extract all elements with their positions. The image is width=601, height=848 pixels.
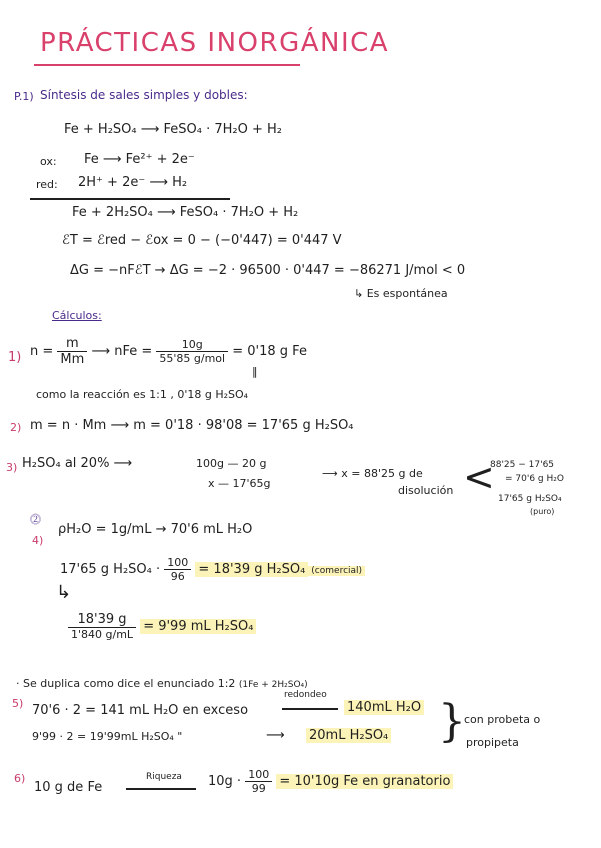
- step3-row1: 100g — 20 g: [196, 457, 267, 470]
- step5-brace: }: [438, 696, 466, 747]
- step4-result: = 18'39 g H₂SO₄: [195, 562, 308, 577]
- step4-commercial-calc: [60, 556, 365, 583]
- step1-nfe-result: = 0'18 g Fe: [232, 344, 307, 359]
- step3-side3: 17'65 g H₂SO₄: [498, 494, 562, 504]
- step4-vol-result: = 9'99 mL H₂SO₄: [140, 619, 256, 634]
- step4-fraction: [164, 556, 191, 583]
- step6-mid: 10g ·: [208, 774, 242, 789]
- step1-nfe-den: 55'85 g/mol: [159, 352, 226, 365]
- step1-ratio: como la reacción es 1:1 , 0'18 g H₂SO₄: [36, 388, 249, 401]
- step6-arrow-line: [126, 788, 196, 790]
- step2-number: 2): [10, 421, 22, 434]
- step5-row1-result: 140mL H₂O: [344, 700, 424, 715]
- gibbs-energy: ΔG = −nFℰT → ΔG = −2 · 96500 · 0'447 = −86271 J/mol < 0: [70, 263, 466, 278]
- step4-vol-fraction: [68, 612, 136, 641]
- step3-row2: x — 17'65g: [208, 477, 271, 490]
- step6-calc: [208, 768, 453, 795]
- step6-riqueza: Riqueza: [146, 772, 182, 782]
- step5-redondeo: redondeo: [284, 690, 327, 700]
- step6-lhs: 10 g de Fe: [34, 780, 103, 795]
- reaction-divider: [30, 198, 230, 200]
- red-label: red:: [36, 178, 58, 191]
- cell-potential: ℰT = ℰred − ℰox = 0 − (−0'447) = 0'447 V: [62, 233, 342, 248]
- step4-commercial-note: (comercial): [308, 566, 365, 576]
- step3-bracket: <: [463, 455, 495, 499]
- duplica-ratio-note: (1Fe + 2H₂SO₄): [238, 680, 308, 690]
- step1-equal-mark: ‖: [252, 365, 258, 378]
- step6-fraction: [245, 768, 272, 795]
- step4-vol-num: 18'39 g: [68, 612, 136, 628]
- step4-f-num: 100: [164, 556, 191, 570]
- step1-n-fraction: [57, 336, 87, 367]
- step5-arrow2: ⟶: [266, 728, 285, 743]
- step5-row1: 70'6 · 2 = 141 mL H₂O en exceso: [32, 703, 249, 718]
- page-title: PRÁCTICAS INORGÁNICA: [40, 28, 390, 58]
- curved-arrow-icon: ↳: [56, 582, 72, 603]
- step3-result: ⟶ x = 88'25 g de: [322, 467, 423, 480]
- title-underline: [34, 64, 300, 66]
- step4-number: 4): [32, 534, 44, 547]
- step3-lhs: H₂SO₄ al 20% ⟶: [22, 456, 133, 471]
- calculos-heading: Cálculos:: [52, 309, 102, 322]
- ox-half-reaction: Fe ⟶ Fe²⁺ + 2e⁻: [84, 152, 195, 167]
- step4-density: ρH₂O = 1g/mL → 70'6 mL H₂O: [58, 522, 253, 537]
- step4-f-den: 96: [170, 570, 185, 583]
- step6-f-den: 99: [251, 782, 266, 795]
- step6-f-num: 100: [245, 768, 272, 782]
- step2-mass: m = n · Mm ⟶ m = 0'18 · 98'08 = 17'65 g H₂SO₄: [30, 418, 354, 433]
- step1-n-num: m: [57, 336, 87, 352]
- step5-with: con probeta o: [464, 713, 541, 726]
- step4-marker-icon: ⓶: [30, 513, 41, 526]
- section-label: P.1): [14, 90, 34, 103]
- balanced-reaction: Fe + 2H₂SO₄ ⟶ FeSO₄ · 7H₂O + H₂: [72, 205, 299, 220]
- step3-side1: 88'25 − 17'65: [490, 460, 555, 470]
- step5-row2-result: 20mL H₂SO₄: [306, 728, 391, 743]
- duplica-text: · Se duplica como dice el enunciado 1:2: [16, 677, 236, 690]
- main-reaction: Fe + H₂SO₄ ⟶ FeSO₄ · 7H₂O + H₂: [64, 122, 282, 137]
- step3-result2: disolución: [398, 484, 454, 497]
- step4-lhs: 17'65 g H₂SO₄ ·: [60, 562, 161, 577]
- step1-n-lhs: n =: [30, 344, 54, 359]
- step3-number: 3): [6, 461, 18, 474]
- step4-volume-calc: [68, 612, 256, 641]
- spontaneous-note: ↳ Es espontánea: [354, 287, 448, 300]
- step1-nfe-fraction: [156, 338, 228, 365]
- step3-side4: (puro): [530, 507, 555, 516]
- step1-number: 1): [8, 350, 22, 365]
- red-half-reaction: 2H⁺ + 2e⁻ ⟶ H₂: [78, 175, 188, 190]
- step5-arrow-line: [282, 708, 338, 710]
- step6-number: 6): [14, 772, 26, 785]
- step4-vol-den: 1'840 g/mL: [71, 628, 134, 641]
- step1-nfe-num: 10g: [156, 338, 228, 352]
- section-heading: Síntesis de sales simples y dobles:: [40, 88, 248, 102]
- step1-arrow: ⟶ nFe =: [91, 344, 153, 359]
- step6-result: = 10'10g Fe en granatorio: [276, 774, 453, 789]
- step5-with2: propipeta: [466, 736, 519, 749]
- duplica-note: [16, 677, 308, 690]
- ox-label: ox:: [40, 155, 57, 168]
- step1-moles: [30, 336, 307, 367]
- step3-side2: = 70'6 g H₂O: [505, 474, 564, 484]
- step1-n-den: Mm: [60, 352, 85, 367]
- step5-row2: 9'99 · 2 = 19'99mL H₂SO₄ ": [32, 730, 183, 743]
- step5-number: 5): [12, 697, 24, 710]
